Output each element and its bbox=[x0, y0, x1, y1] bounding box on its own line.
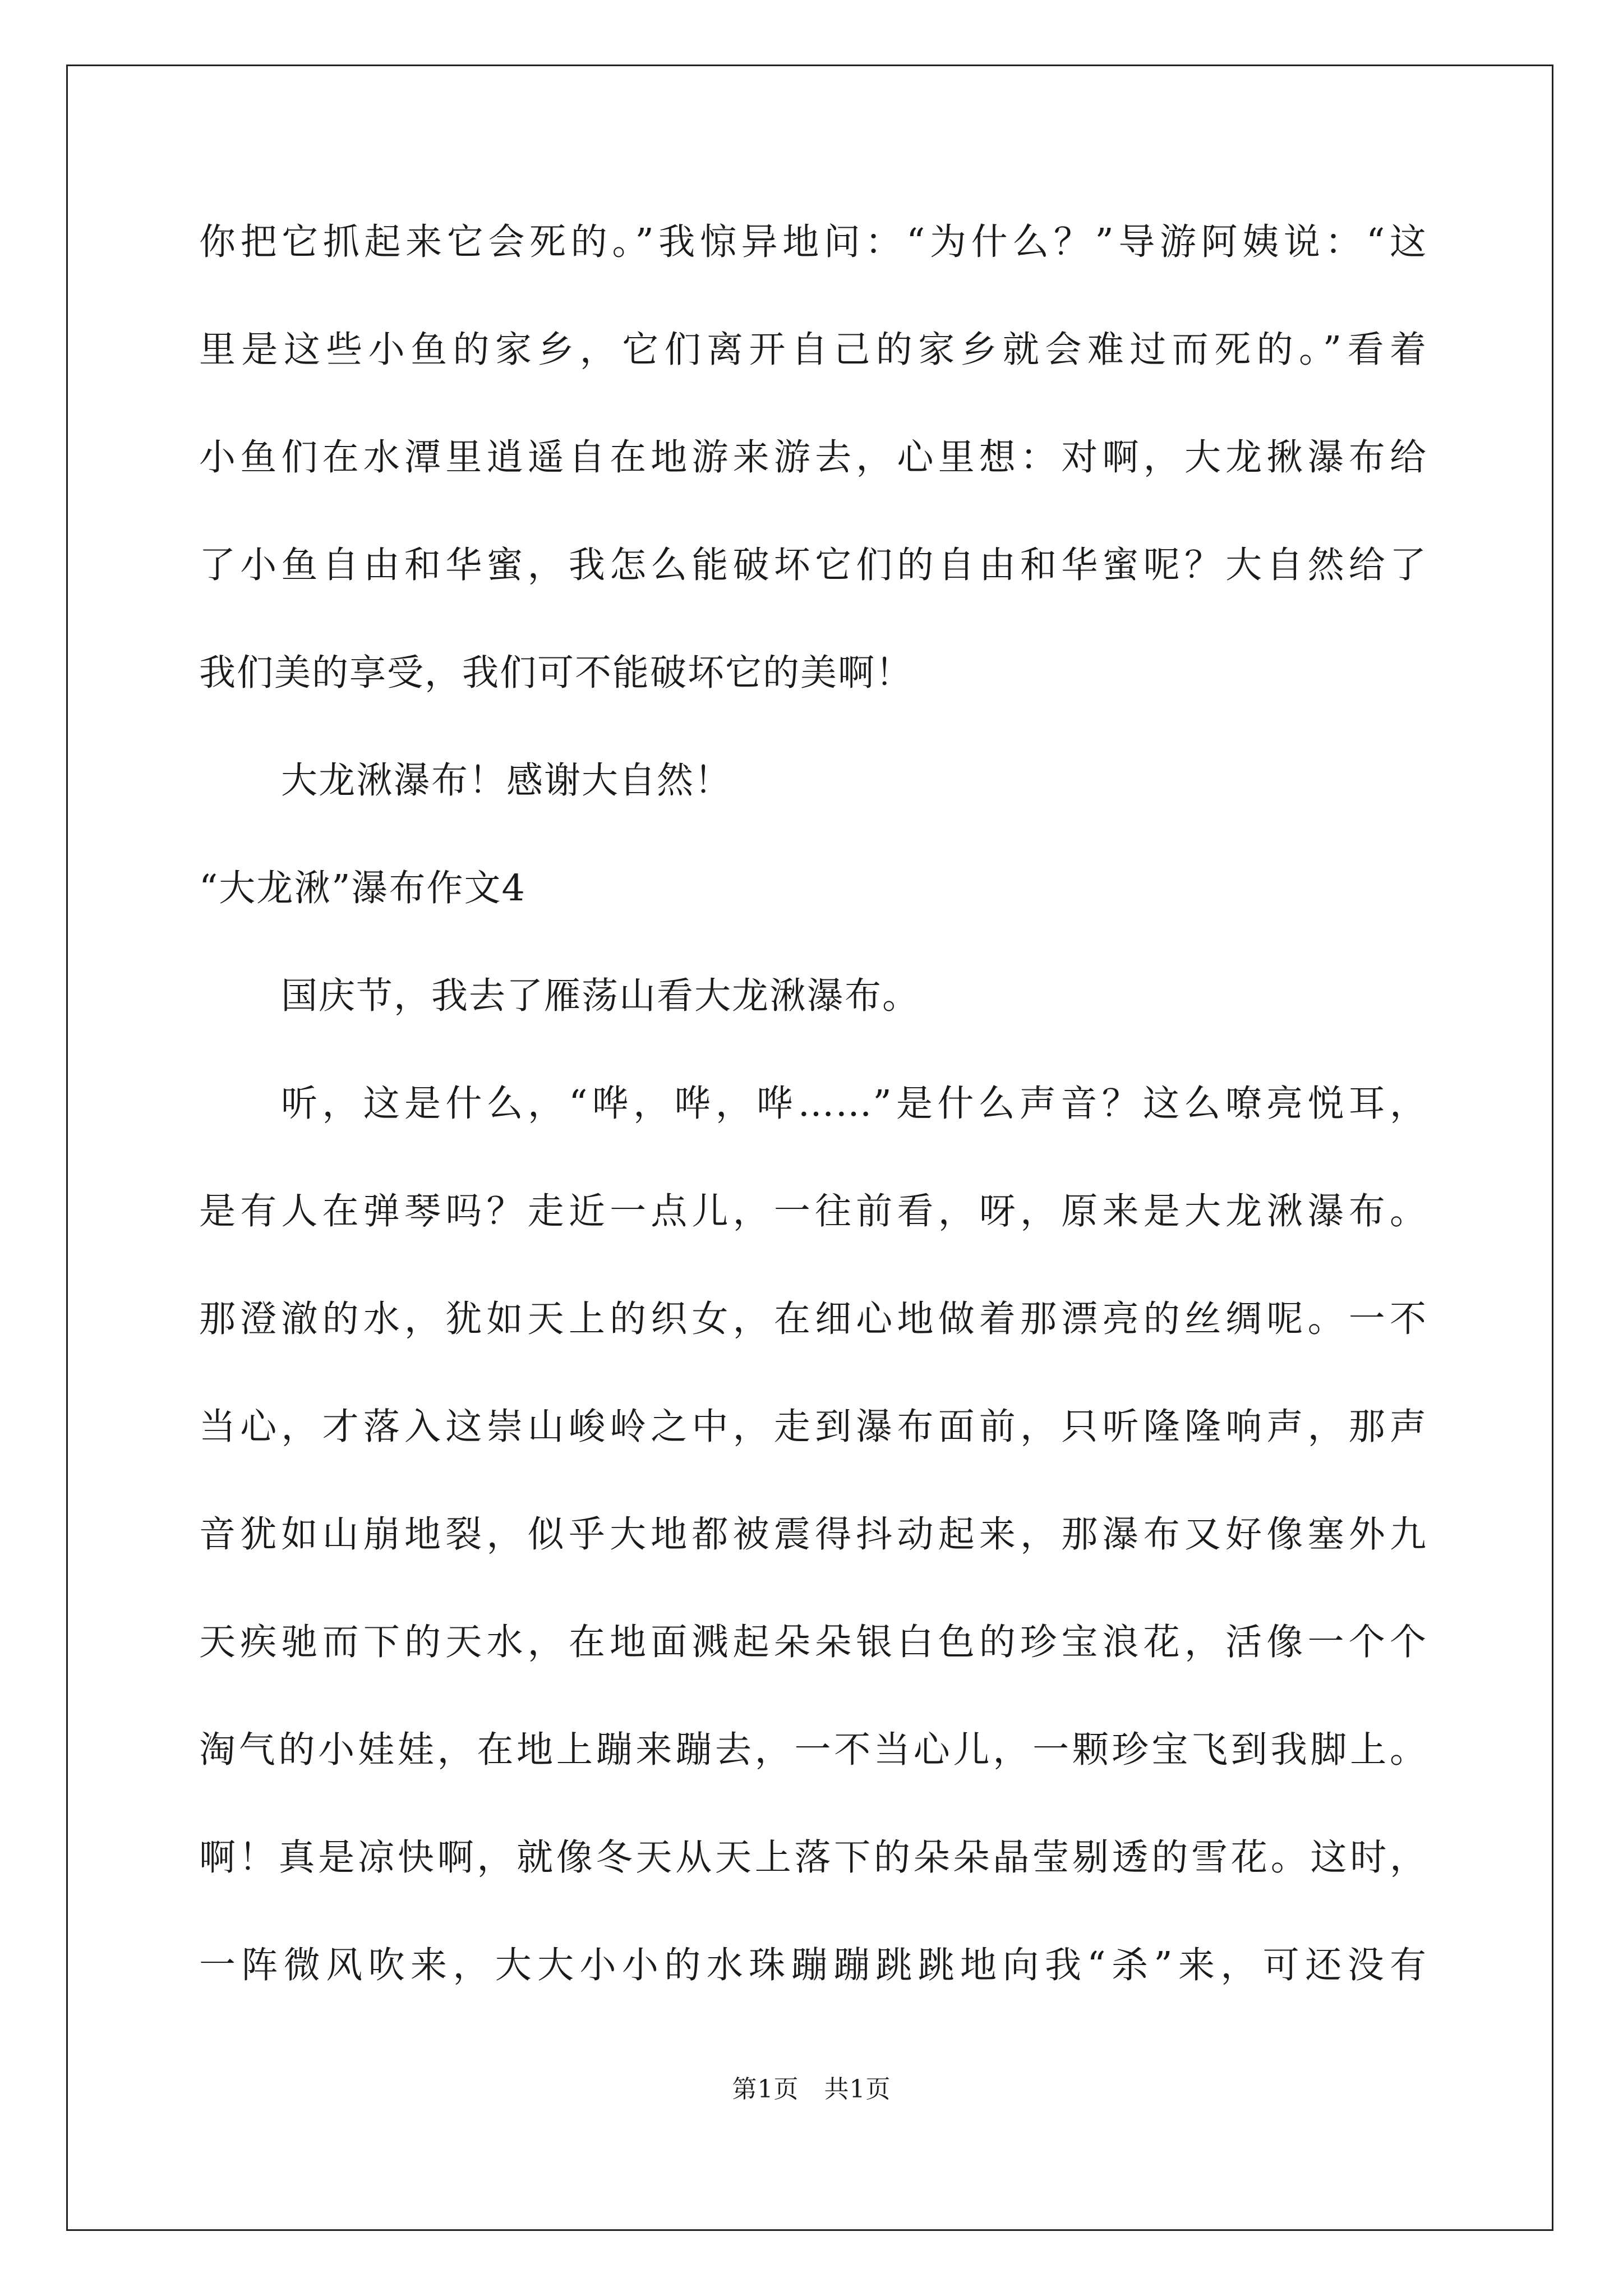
body-line: 那澄澈的水，犹如天上的织女，在细心地做着那漂亮的丝绸呢。一不 bbox=[199, 1298, 1427, 1340]
paragraph-line: 国庆节，我去了雁荡山看大龙湫瀑布。 bbox=[281, 975, 920, 1017]
body-line: 音犹如山崩地裂，似乎大地都被震得抖动起来，那瀑布又好像塞外九 bbox=[199, 1513, 1427, 1556]
page-border bbox=[66, 65, 1553, 2231]
body-line: 你把它抓起来它会死的。”我惊异地问：“为什么？”导游阿姨说：“这 bbox=[199, 221, 1427, 263]
section-heading: “大龙湫”瀑布作文4 bbox=[199, 867, 526, 909]
paragraph-line: 听，这是什么，“哗，哗，哗……”是什么声音？这么嘹亮悦耳， bbox=[281, 1083, 1427, 1125]
body-line: 里是这些小鱼的家乡，它们离开自己的家乡就会难过而死的。”看着 bbox=[199, 329, 1427, 371]
paragraph-line: 大龙湫瀑布！感谢大自然！ bbox=[281, 760, 732, 802]
body-line: 小鱼们在水潭里逍遥自在地游来游去，心里想：对啊，大龙揪瀑布给 bbox=[199, 436, 1427, 478]
body-line: 天疾驰而下的天水，在地面溅起朵朵银白色的珍宝浪花，活像一个个 bbox=[199, 1621, 1427, 1663]
body-line: 淘气的小娃娃，在地上蹦来蹦去，一不当心儿，一颗珍宝飞到我脚上。 bbox=[199, 1729, 1427, 1771]
body-line: 我们美的享受，我们可不能破坏它的美啊！ bbox=[199, 652, 914, 694]
body-line: 是有人在弹琴吗？走近一点儿，一往前看，呀，原来是大龙湫瀑布。 bbox=[199, 1190, 1427, 1232]
body-line: 一阵微风吹来，大大小小的水珠蹦蹦跳跳地向我“杀”来，可还没有 bbox=[199, 1944, 1427, 1986]
body-line: 当心，才落入这崇山峻岭之中，走到瀑布面前，只听隆隆响声，那声 bbox=[199, 1406, 1427, 1448]
body-line: 了小鱼自由和华蜜，我怎么能破坏它们的自由和华蜜呢？大自然给了 bbox=[199, 544, 1427, 586]
page-number-footer: 第1页 共1页 bbox=[732, 2075, 891, 2104]
body-line: 啊！真是凉快啊，就像冬天从天上落下的朵朵晶莹剔透的雪花。这时， bbox=[199, 1837, 1427, 1879]
